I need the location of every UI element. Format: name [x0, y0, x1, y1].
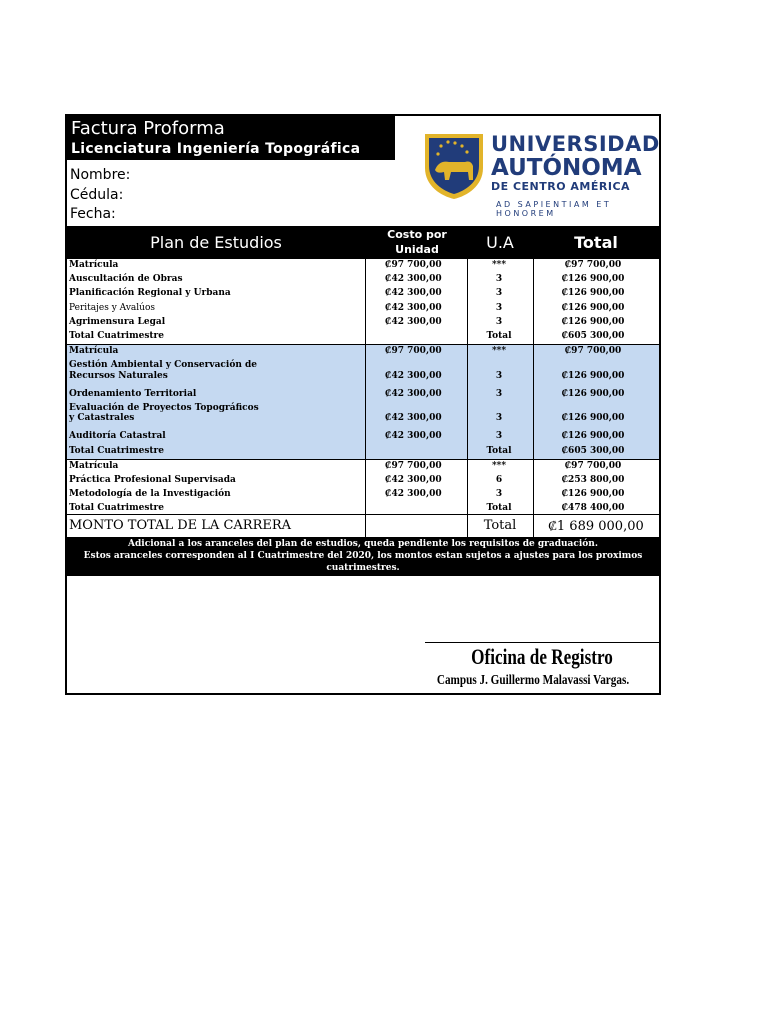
- cuatrimestre-block: [67, 344, 659, 459]
- course-ua: 3: [495, 302, 503, 313]
- course-name: Matrícula: [69, 346, 119, 357]
- course-total: ₡97 700,00: [564, 346, 622, 357]
- course-cost: ₡42 300,00: [385, 388, 442, 399]
- course-name: Gestión Ambiental y Conservación de: [69, 360, 258, 371]
- course-name: Peritajes y Avalúos: [69, 302, 155, 313]
- course-name: Metodología de la Investigación: [69, 489, 231, 500]
- course-cost: ₡42 300,00: [385, 431, 442, 442]
- course-total: ₡126 900,00: [561, 302, 625, 313]
- career-total-text: Total: [483, 518, 517, 533]
- course-total: ₡126 900,00: [561, 413, 625, 424]
- course-name: Agrimensura Legal: [69, 316, 166, 327]
- note-graduation: Adicional a los aranceles del plan de estudios, queda pendiente los requisitos de graduación.: [128, 539, 598, 549]
- course-cost: ₡42 300,00: [385, 413, 442, 424]
- course-name: Evaluación de Proyectos Topográficos: [69, 402, 259, 413]
- field-nombre: Nombre:: [70, 167, 131, 183]
- course-cost: ₡97 700,00: [385, 260, 442, 270]
- proforma-invoice: [65, 114, 661, 695]
- course-ua: ***: [491, 260, 507, 270]
- cuatrimestre-block: [67, 459, 659, 517]
- course-ua: 3: [495, 489, 503, 500]
- header-plan: Plan de Estudios: [150, 232, 282, 252]
- course-name: Total Cuatrimestre: [69, 503, 165, 514]
- course-cost: ₡42 300,00: [385, 474, 442, 485]
- course-total: ₡126 900,00: [561, 370, 625, 381]
- course-ua: ***: [491, 460, 507, 471]
- field-cedula: Cédula:: [70, 186, 124, 203]
- course-ua: 3: [495, 388, 503, 399]
- course-name: Planificación Regional y Urbana: [69, 288, 231, 299]
- course-ua: ***: [491, 346, 507, 357]
- course-cost: ₡42 300,00: [385, 288, 442, 299]
- course-name: Total Cuatrimestre: [69, 445, 165, 456]
- signature-line: [425, 642, 659, 643]
- course-ua: 3: [495, 431, 503, 442]
- university-logo: [421, 122, 659, 222]
- header-ua: U.A: [486, 232, 514, 252]
- course-ua: 6: [495, 474, 503, 485]
- course-total: ₡478 400,00: [561, 503, 625, 514]
- career-total-row: [67, 514, 659, 538]
- office-name: Oficina de Registro: [471, 644, 613, 669]
- campus-name: Campus J. Guillermo Malavassi Vargas.: [436, 673, 630, 688]
- header-total: Total: [574, 232, 618, 252]
- course-name: Práctica Profesional Supervisada: [69, 474, 236, 485]
- field-fecha: Fecha:: [70, 206, 116, 222]
- course-total: ₡253 800,00: [561, 474, 625, 485]
- course-name: Auscultación de Obras: [69, 274, 183, 285]
- course-name: Matrícula: [69, 460, 119, 471]
- course-ua: 3: [495, 316, 503, 327]
- course-total: ₡126 900,00: [561, 274, 625, 285]
- course-ua: Total: [486, 445, 512, 456]
- course-total: ₡126 900,00: [561, 388, 625, 399]
- course-cost: ₡97 700,00: [385, 346, 442, 357]
- course-ua: Total: [486, 503, 512, 514]
- shield-icon: [421, 130, 487, 200]
- course-total: ₡605 300,00: [561, 331, 625, 341]
- header-band: [67, 116, 395, 160]
- table-header: [67, 226, 659, 258]
- logo-line-1: UNIVERSIDAD: [491, 132, 660, 156]
- notes-band: [67, 537, 659, 576]
- course-total: ₡97 700,00: [564, 460, 622, 471]
- logo-line-2: AUTÓNOMA: [491, 155, 642, 181]
- course-ua: 3: [495, 274, 503, 285]
- career-total-value: ₡1 689 000,00: [548, 519, 644, 534]
- course-cost: ₡97 700,00: [385, 460, 442, 471]
- course-cost: ₡42 300,00: [385, 302, 442, 313]
- course-ua: Total: [486, 331, 512, 341]
- applicant-fields: [70, 166, 130, 225]
- course-total: ₡126 900,00: [561, 288, 625, 299]
- course-cost: ₡42 300,00: [385, 489, 442, 500]
- course-cost: ₡42 300,00: [385, 316, 442, 327]
- logo-line-3: DE CENTRO AMÉRICA: [491, 180, 631, 193]
- course-total: ₡97 700,00: [564, 260, 622, 270]
- career-total-label: MONTO TOTAL DE LA CARRERA: [69, 518, 292, 533]
- course-total: ₡126 900,00: [561, 431, 625, 442]
- course-name: Total Cuatrimestre: [69, 331, 165, 341]
- course-name: Matrícula: [69, 260, 119, 270]
- logo-motto: AD SAPIENTIAM ET HONOREM: [496, 200, 612, 218]
- note-adjustments: Estos aranceles corresponden al I Cuatrimestre del 2020, los montos estan sujetos a ajustes para los proximos cuatrimestres.: [83, 551, 643, 573]
- course-total: ₡126 900,00: [561, 316, 625, 327]
- invoice-title: Factura Proforma: [71, 118, 225, 139]
- course-ua: 3: [495, 288, 503, 299]
- course-name-continued: y Catastrales: [69, 413, 135, 424]
- program-name: Licenciatura Ingeniería Topográfica: [71, 141, 361, 157]
- cuatrimestre-block: [67, 258, 659, 344]
- course-ua: 3: [495, 413, 503, 424]
- course-total: ₡126 900,00: [561, 489, 625, 500]
- course-cost: ₡42 300,00: [385, 274, 442, 285]
- course-name-continued: Recursos Naturales: [69, 370, 168, 381]
- course-ua: 3: [495, 370, 503, 381]
- header-costo: Costo por Unidad: [387, 228, 447, 256]
- course-name: Auditoría Catastral: [69, 431, 166, 442]
- course-name: Ordenamiento Territorial: [69, 388, 197, 399]
- course-cost: ₡42 300,00: [385, 370, 442, 381]
- course-total: ₡605 300,00: [561, 445, 625, 456]
